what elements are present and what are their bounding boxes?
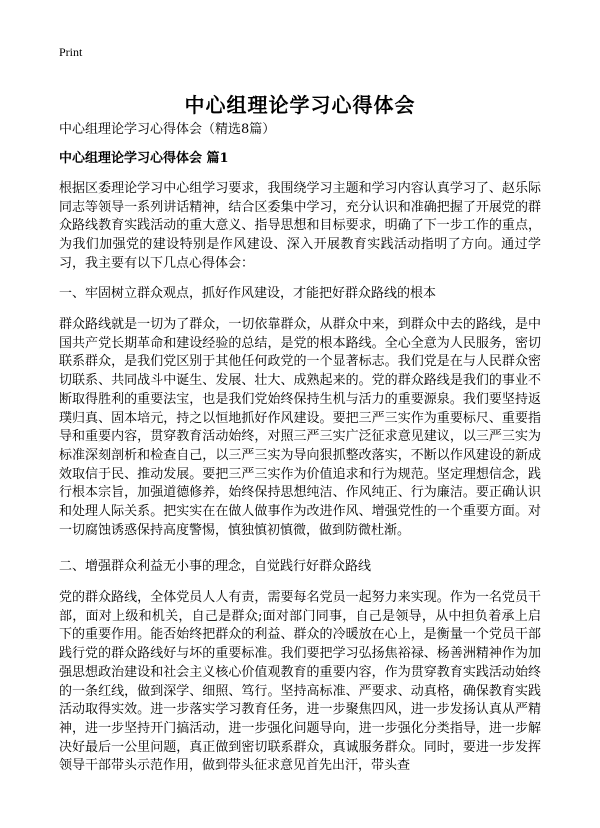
print-label[interactable]: Print [59, 45, 83, 59]
page-title: 中心组理论学习心得体会 [184, 93, 416, 118]
heading-two: 二、增强群众利益无小事的理念，自觉践行好群众路线 [59, 559, 372, 574]
section-heading: 中心组理论学习心得体会 篇1 [59, 151, 229, 166]
subtitle: 中心组理论学习心得体会（精选8篇） [59, 122, 276, 137]
body-two-paragraph: 党的群众路线，全体党员人人有责，需要每名党员一起努力来实现。作为一名党员干部，面对上级和机关，自己是群众;面对部门同事，自己是领导，从中担负着承上启下的重要作用。能否始终把群众的利益、群众的冷暖放在心上，是衡量一个党员干部践行党的群众路线好与坏的重要标准。我们要把学习弘扬焦裕禄、杨善洲精神作为加强思想政治建设和社会主义核心价值观教育的重要内容，作为贯穿教育实践活动始终的一条红线，做到深学、细照、笃行。坚持高标准、严要求、动真格，确保教育实践活动取得实效。进一步落实学习教育任务，进一步聚焦四风，进一步发扬认真从严精神，进一步坚持开门搞活动，进一步强化问题导向，进一步强化分类指导，进一步解决好最后一公里问题，真正做到密切联系群众，真诚服务群众。同时，要进一步发挥领导干部带头示范作用，做到带头征求意见首先出汗，带头查 [59, 590, 541, 774]
body-one-paragraph: 群众路线就是一切为了群众，一切依靠群众，从群众中来，到群众中去的路线，是中国共产党长期革命和建设经验的总结，是党的根本路线。全心全意为人民服务，密切联系群众，是我们党区别于其他任何政党的一个显著标志。我们党是在与人民群众密切联系、共同战斗中诞生、发展、壮大、成熟起来的。党的群众路线是我们的事业不断取得胜利的重要法宝，也是我们党始终保持生机与活力的重要源泉。我们要坚持返璞归真、固本培元，持之以恒地抓好作风建设。要把三严三实作为重要标尺、重要指导和重要内容，贯穿教育活动始终，对照三严三实广泛征求意见建议，以三严三实为标准深刻剖析和检查自己，以三严三实为导向狠抓整改落实，不断以作风建设的新成效取信于民、推动发展。要把三严三实作为价值追求和行为规范。坚定理想信念，践行根本宗旨，加强道德修养，始终保持思想纯洁、作风纯正、行为廉洁。要正确认识和处理人际关系。把实实在在做人做事作为改进作风、增强党性的一个重要方面。对一切腐蚀诱惑保持高度警惕，慎独慎初慎微，做到防微杜渐。 [59, 317, 541, 538]
intro-paragraph: 根据区委理论学习中心组学习要求，我围绕学习主题和学习内容认真学习了、赵乐际同志等领导一系列讲话精神，结合区委集中学习，充分认识和准确把握了开展党的群众路线教育实践活动的重大意义、指导思想和目标要求，明确了下一步工作的重点，为我们加强党的建设特别是作风建设、深入开展教育实践活动指明了方向。通过学习，我主要有以下几点心得体会： [59, 181, 541, 271]
heading-one: 一、牢固树立群众观点，抓好作风建设，才能把好群众路线的根本 [59, 286, 437, 301]
